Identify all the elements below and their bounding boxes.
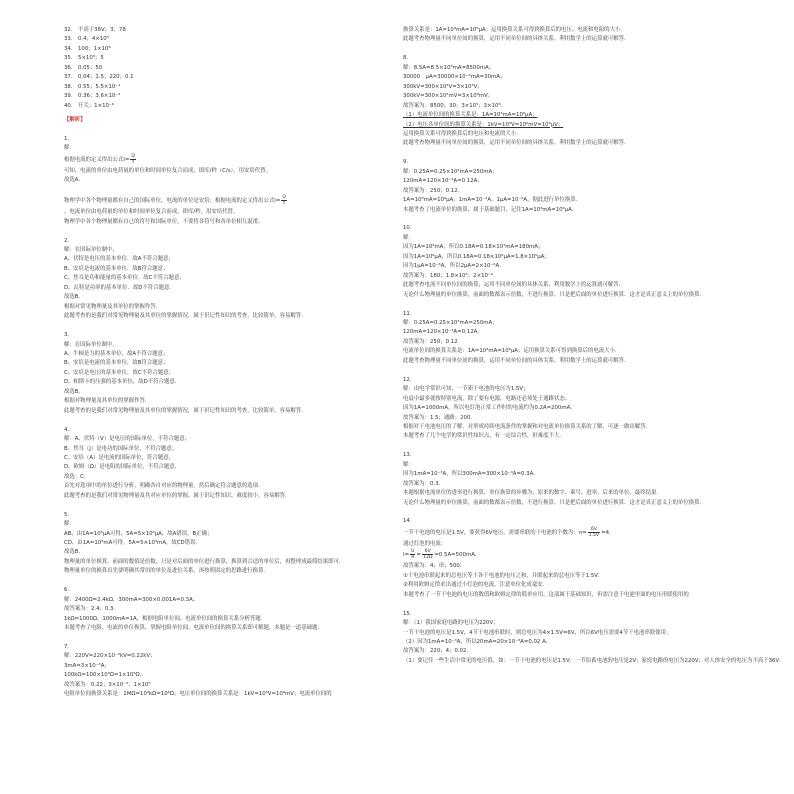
text-line: 故选B. [64,388,81,395]
text-line: 解： [403,461,414,468]
text-line: 电扇中最多就按特别电流，除了要有电源，电路还必须处于通路状态； [403,395,571,402]
text-line: C、安培（A）是电流的国际单位，符合题意； [64,454,174,461]
text-line: 故答案为：0.22；3×10⁻³；1×10⁵ [64,681,151,688]
fraction-denominator: t [132,159,135,165]
spacer [403,300,738,309]
spacer [64,126,399,135]
text-line: 根据对常见物理量及其单位的掌握作答. [64,303,158,310]
text-line: 本题考查了电阻、电流的单位换算，掌握电阻单位间、电流单位间的换算关系即可解题，本题是一道基础题. [64,625,320,632]
fraction [588,527,600,538]
fraction [410,549,415,560]
text-line: 3mA=3×10⁻³A； [64,662,110,669]
text-line: 此题考查物理量不同单位间的换算，运用不同单位间的具体关系，利用数学上的运算就可解答． [403,140,630,147]
text-line: C、焦耳是功和能量的基本单位．故C不符合题意； [64,275,185,282]
text-line: 1. [64,135,70,142]
text-line: 解： [64,145,75,152]
formula-text: I= [403,552,410,559]
text-line: 2. [64,237,70,244]
text-line: 故选B. [64,294,81,301]
text-line: 120mA=120×10⁻³A=0.12A． [403,329,483,336]
text-line: 此题考查的是我们对常见物理量及其对应单位的掌握，属于识记性知识，难度较小，容易解答. [64,492,287,499]
fraction-numerator: U [411,549,415,555]
text-line: 解：（1）我国家庭电路的电压为220V； [403,620,499,627]
text-line: 故答案为：4；串；500． [403,563,466,570]
fraction-numerator: 6V [422,549,433,555]
text-line: A、牛顿是力的基本单位，故A不符合题意； [64,350,169,357]
text-line: 解： [403,234,414,241]
right-column [403,26,785,666]
spacer [403,366,738,375]
text-line: 11. [403,310,412,317]
text-line: 37. 0.04；1.5；220；0.1 [64,74,134,81]
text-line: 故选B. [64,549,81,556]
text-line: 本题根据电流单位的进率进行换算，单位换算的步骤为：原来的数字、乘号、进率、后来的单位、最终结果． [403,490,662,497]
formula-text: 一节干电池的电压是1.5V，要获得6V电压，需要串联的干电池的个数为：n= [403,529,587,536]
text-line: 此题考查的是我们对常见物理量及其单位的掌握情况，属于识记性知识的考查，比较简单，容易解答. [64,313,303,320]
text-line: 故答案为：1.5；通路；200． [403,414,476,421]
text-line: ①干电池串联起来的总电压等于各干电池的电压之和，并联起来的总电压等于1.5V． [403,572,604,579]
text-line: 12. [403,376,412,383]
text-line: CD、由1A=10³mA可得，5A=5×10³mA，故CD错误． [64,540,201,547]
text-line: 故答案为：180；1.8×10⁵；2×10⁻⁶． [403,272,499,279]
text-line: 3. [64,332,70,339]
text-line: 120mA=120×10⁻³A=0.12A． [403,178,483,185]
text-line: 32. 不高于36V；3；78 [64,27,126,33]
text-line: 解：220V=220×10⁻³kV=0.22kV； [64,653,156,660]
spacer [403,149,738,158]
formula-line [403,549,738,562]
text-line: 故选A. [64,177,81,184]
text-line: 解：0.25A=0.25×10³mA=250mA； [403,319,498,326]
text-line: 此题考查电流不同单位间的换算，运用不同单位间的具体关系，利用数学上的运算就可解答． [403,282,625,289]
text-line: （1）要记住一些生活中常见的电压值，如：一节干电池的电压是1.5V；一节铅蓄电池的电压是2V；家庭电路的电压为220V；对人体安全的电压为不高于36V． [403,657,785,664]
spacer [64,416,399,425]
text-line: 一节干电池的电压是1.5V，4节干电池串联时，则总电压为4×1.5V=6V，所以6V电压需要4节干电池串联使用； [403,629,672,636]
fraction [422,549,433,560]
text-line: 电流单位间的换算关系是：1A=10³mA=10⁶μA；运用换算关系可得到换算后的电流大小． [403,348,621,355]
text-line: （2）电压各单位间的换算关系是：1kV=10³V=10⁶mV=10⁹μV； [403,121,564,128]
text-line: 运用换算关系可得到换算后的电压和电流的大小． [403,130,522,137]
text-line: 本题考查了电流单位的换算，属于基础题目，记住1A=10³mA=10⁶μA． [403,206,578,213]
text-line: 故答案为：250；0.12． [403,187,464,194]
text-line: 解：在国际单位制中， [64,247,118,254]
text-line: 因为1A=10⁶μA，所以0.18A=0.18×10⁶μA=1.8×10⁵μA； [403,253,550,260]
text-line: 36. 0.05；50 [64,64,103,71]
text-line: 300kV=300×10³mV=3×10⁸mV； [403,93,494,100]
text-line: 10. [403,225,412,232]
spacer [403,508,738,517]
text-line: 根据对干电池电压的了解，对形成持续电流条件的掌握和对电流单位换算关系的了解，可逐一做出解答． [403,423,651,430]
formula-text: 根据电流的定义得出公式I= [64,156,130,163]
text-line: 故答案为：2.4；0.3. [64,606,116,613]
fraction-denominator: 1.5V [588,532,600,538]
text-line: ②利用欧姆定律求出通过小灯泡的电流，注意单位化成毫安． [403,582,548,589]
text-line: 电阻单位间换算关系是：1MΩ=10³kΩ=10⁶Ω；电压单位间的换算关系是：1kV=10³V=10⁶mV；电流单位间的 [64,691,332,698]
text-line: B、安培是电流的基本单位，故B符合题意； [64,360,169,367]
text-line: 解：由电学常识可知，一节新干电池的电压为1.5V； [403,386,529,393]
fraction-denominator: 12Ω [423,555,433,561]
text-line: 换算关系是：1A=10³mA=10⁶μA；运用换算关系可得到换算后的电压、电流和电阻的大小． [403,27,626,33]
text-line: 33. 0.4；4×10⁵ [64,36,109,43]
text-line: D、瓦特是功率的基本单位．故D不符合题意． [64,284,175,291]
fraction-denominator: t [283,201,286,207]
text-line: 可知，电流的单位由电荷量的单位和时间单位复合而成，即库/秒（C/s），用安培代替。 [64,167,271,174]
text-line: 此题考查的是我们对常见物理量及其单位的掌握情况，属于识记性知识的考查，比较简单，容易解答. [64,407,303,414]
text-line: 解：2400Ω=2.4kΩ，300mA=300×0.001A=0.3A； [64,596,199,603]
text-line: 5. [64,511,70,518]
text-line: 首先对选项中的单位进行分析，明确各自对应的物理量，然后确定符合题意的选项. [64,483,260,490]
section-heading: 【解析】 [64,117,86,124]
text-line: 故答案为：220；4；0.02． [403,648,472,655]
text-line: 因为1μA=10⁻⁶A，所以2μA=2×10⁻⁶A． [403,263,505,270]
text-line: 40. 开关；1×10⁻⁶ [64,102,114,109]
text-line: 此题考查物理量不同单位间的换算，运用不同单位间的具体关系，利用数学上的运算就可解答． [403,357,630,364]
text-line: 本题考查了几个电学的常识性知识点，有一定综合性，但难度不大． [403,433,565,440]
text-line: 13. [403,452,412,459]
text-line: 34. 100；1×10⁸ [64,45,111,52]
text-line: ，电流单位由电荷量的单位和时间单位复合而成，即库/秒，用安培代替。 [64,209,239,216]
text-line: A、伏特是电压的基本单位．故A不符合题意； [64,256,174,263]
text-line: 无论什么物理量的单位换算，前面的数都表示倍数，不进行换算，只是把后面的单位进行换算．这才是真正意义上的单位换算． [403,499,705,506]
text-line: 故答案为：0.3． [403,480,444,487]
text-line: 因为1A=10³mA，所以0.18A=0.18×10³mA=180mA； [403,244,544,251]
spacer [64,322,399,331]
text-line: 15. [403,610,412,617]
text-line: 6. [64,587,70,594]
fraction-numerator: Q [131,153,136,159]
spacer [403,45,738,54]
spacer [403,600,738,609]
text-line: 故答案为：8500；30；3×10⁵；3×10⁸． [403,102,507,109]
text-line: 解：0.25A=0.25×10³mA=250mA； [403,168,498,175]
text-line: 物理学中各个物理量都有自己的符号和国际单位，不要将各符号和各单位相互混淆。 [64,218,264,225]
text-line: 解：A、伏特（V）是电压的国际单位，不符合题意； [64,436,190,443]
fraction-numerator: Q [282,195,286,201]
spacer [64,634,399,643]
text-line: （2）因为1mA=10⁻³A，所以20mA=20×10⁻³A=0.02 A． [403,638,552,645]
text-line: 根据对物理量及其单位的掌握作答. [64,398,147,405]
text-line: （1）电流单位间的换算关系是：1A=10³mA=10⁶μA； [403,112,538,119]
spacer [403,442,738,451]
formula-line [403,527,738,540]
text-line: 此题考查物理量不同单位间的换算，运用不同单位间的具体关系，利用数学上的运算就可解答． [403,36,630,43]
text-line: 7. [64,643,70,650]
fraction [281,195,287,206]
formula-text: =4． [601,529,615,536]
text-line: D、帕斯卡的压强的基本单位，故D不符合题意． [64,379,181,386]
text-line: B、安培是电流的基本单位．故B符合题意； [64,265,169,272]
text-line: 物理量的单位换算，前面的数值是倍数，只是对后面的单位进行换算，换算到合适的单位后，再整理成最简结果即可. [64,558,341,565]
text-line: 38. 0.55；5.5×10⁻⁴ [64,83,121,90]
text-line: 无论什么物理量的单位换算，前面的数都表示倍数，不进行换算，只是把后面的单位进行换算．这才是真正意义上的单位换算． [403,291,705,298]
text-line: 300kV=300×10³V=3×10⁵V； [403,83,483,90]
spacer [64,227,399,236]
text-line: 4. [64,426,70,433]
text-line: 故选：C. [64,473,86,480]
formula-text: = [416,552,422,559]
fraction-denominator: R [411,555,415,561]
spacer [403,215,738,224]
text-line: B、焦耳（J）是电功的国际单位，不符合题意； [64,445,178,452]
fraction-numerator: 6V [588,527,600,533]
text-line: 9. [403,159,409,166]
text-line: 35. 5×10³；5 [64,55,104,62]
spacer [64,577,399,586]
text-line: 30000 μA=30000×10⁻³mA=30mA； [403,74,506,81]
text-line: 100kΩ=100×10³Ω=1×10⁵Ω； [64,672,145,679]
fraction [130,154,136,165]
formula-line [64,154,399,167]
text-line: AB、由1A=10⁶μA可得，5A=5×10⁶μA，故A错误、B正确； [64,530,213,537]
text-line: 14. [403,518,412,525]
text-line: C、安培是电压的基本单位，故C不符合题意； [64,369,174,376]
text-line: 解：8.5A=8.5×10³mA=8500mA； [403,64,495,71]
text-line: 1kΩ=1000Ω，1000mA=1A，根据电阻单位间、电流单位间的换算关系分析答题. [64,615,263,622]
formula-line [64,195,399,208]
formula-text: =0.5A=500mA． [434,552,481,559]
left-column [64,26,399,700]
formula-text: 物理学中各个物理量都有自己的国际单位，电流的单位是安培；根据电流的定义得出公式I= [64,198,281,205]
text-line: 解： [64,521,75,528]
text-line: 1A=10³mA=10⁶μA，1mA=10⁻³A，1μA=10⁻⁶A，据此进行单位换算． [403,197,581,204]
text-line: 8. [403,55,409,62]
spacer [64,186,399,195]
spacer [64,501,399,510]
text-line: 通过灯泡的电流： [403,540,447,547]
text-line: 因为1A=1000mA，所以电灯泡正常工作时的电流约为0.2A=200mA． [403,405,576,412]
text-line: 因为1mA=10⁻³A，所以300mA=300×10⁻³A=0.3A． [403,471,539,478]
text-line: D、欧姆（Ω）是电阻的国际单位，不符合题意． [64,464,181,471]
text-line: 本题考查了一节干电池的电压的数值和欧姆定律的简单应用，这部属于基础知识，但需注意千电池里面的电压串联使用的． [403,591,695,598]
text-line: 物理量单位的换算首先要明确其常用的单位及进位关系，再按照固定的思路进行换算. [64,568,266,575]
text-line: 故答案为：250；0.12 [403,338,458,345]
text-line: 解：在国际单位制中， [64,341,118,348]
text-line: 39. 0.36；3.6×10⁻⁴ [64,93,121,100]
